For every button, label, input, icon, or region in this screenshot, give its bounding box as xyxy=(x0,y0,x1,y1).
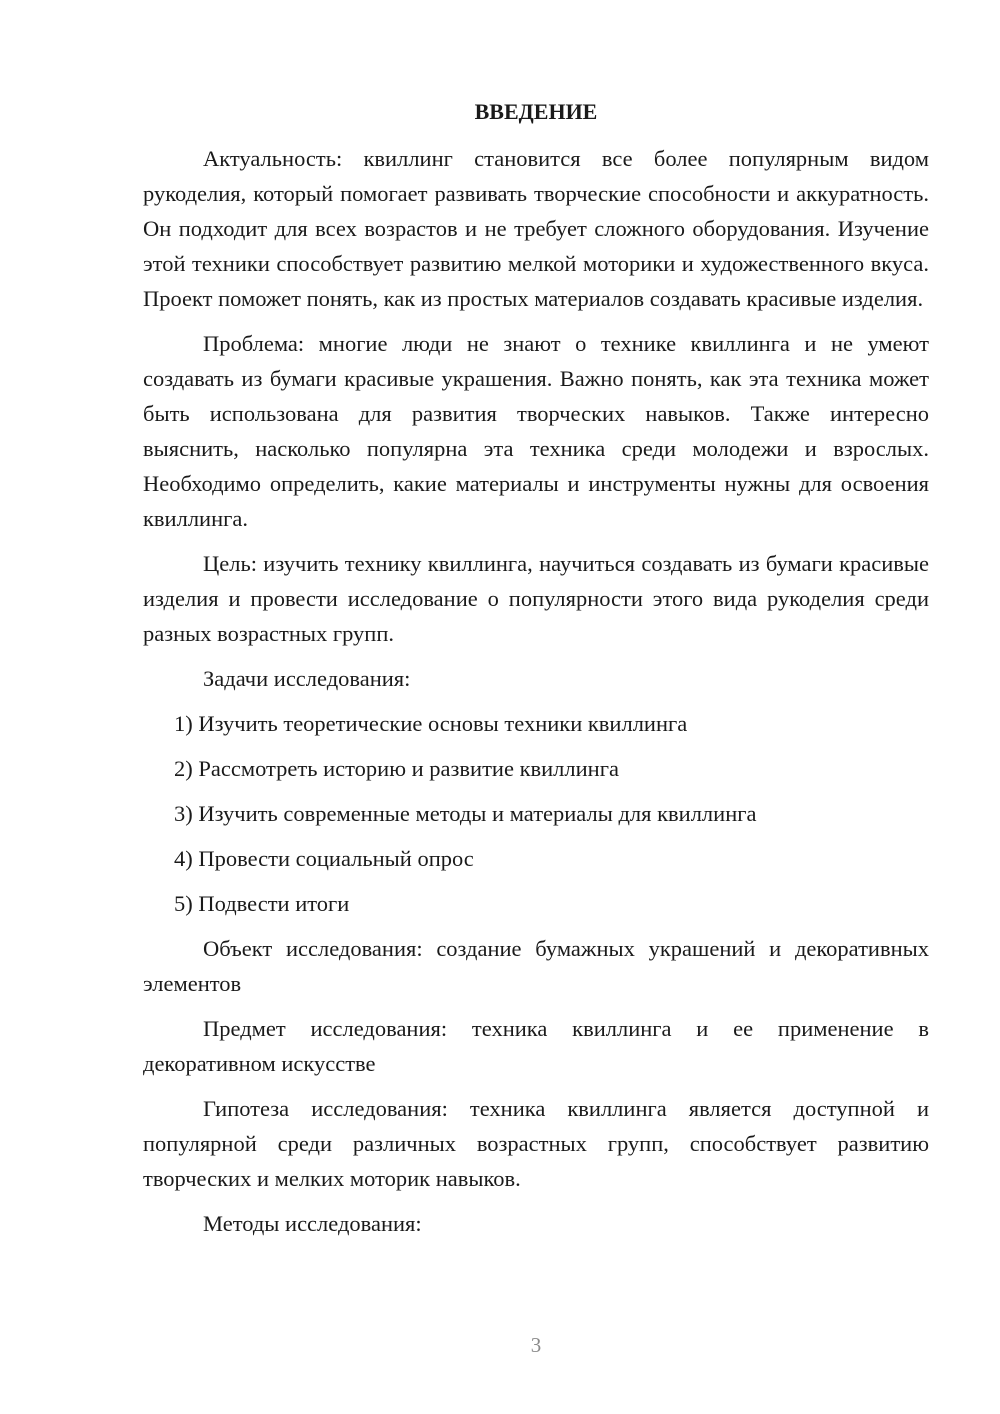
task-item: 4) Провести социальный опрос xyxy=(174,846,474,871)
object-paragraph: Объект исследования: создание бумажных украшений и декоративных элементов xyxy=(143,936,929,996)
page-number: 3 xyxy=(530,1333,542,1357)
tasks-heading: Задачи исследования: xyxy=(203,666,411,691)
task-item: 5) Подвести итоги xyxy=(174,891,350,916)
section-title: ВВЕДЕНИЕ xyxy=(474,99,598,124)
task-item: 2) Рассмотреть историю и развитие квиллинга xyxy=(174,756,619,781)
methods-heading: Методы исследования: xyxy=(203,1211,422,1236)
hypothesis-paragraph: Гипотеза исследования: техника квиллинга является доступной и популярной среди различных возрастных групп, способствует развитию творческих и мелких моторик навыков. xyxy=(143,1096,929,1191)
subject-paragraph: Предмет исследования: техника квиллинга и ее применение в декоративном искусстве xyxy=(143,1016,929,1076)
tasks-list xyxy=(143,706,929,921)
problem-paragraph: Проблема: многие люди не знают о технике квиллинга и не умеют создавать из бумаги красивые украшения. Важно понять, как эта техника может быть использована для развития творческих навыков. Также интересно выяснить, насколько популярна эта техника среди молодежи и взрослых. Необходимо определить, какие материалы и инструменты нужны для освоения квиллинга. xyxy=(143,331,929,531)
document-body xyxy=(143,94,929,1251)
task-item: 1) Изучить теоретические основы техники квиллинга xyxy=(174,711,688,736)
goal-paragraph: Цель: изучить технику квиллинга, научиться создавать из бумаги красивые изделия и провести исследование о популярности этого вида рукоделия среди разных возрастных групп. xyxy=(143,551,929,646)
task-item: 3) Изучить современные методы и материалы для квиллинга xyxy=(174,801,757,826)
relevance-paragraph: Актуальность: квиллинг становится все более популярным видом рукоделия, который помогает развивать творческие способности и аккуратность. Он подходит для всех возрастов и не требует сложного оборудования. Изучение этой техники способствует развитию мелкой моторики и художественного вкуса. Проект поможет понять, как из простых материалов создавать красивые изделия. xyxy=(143,146,929,311)
